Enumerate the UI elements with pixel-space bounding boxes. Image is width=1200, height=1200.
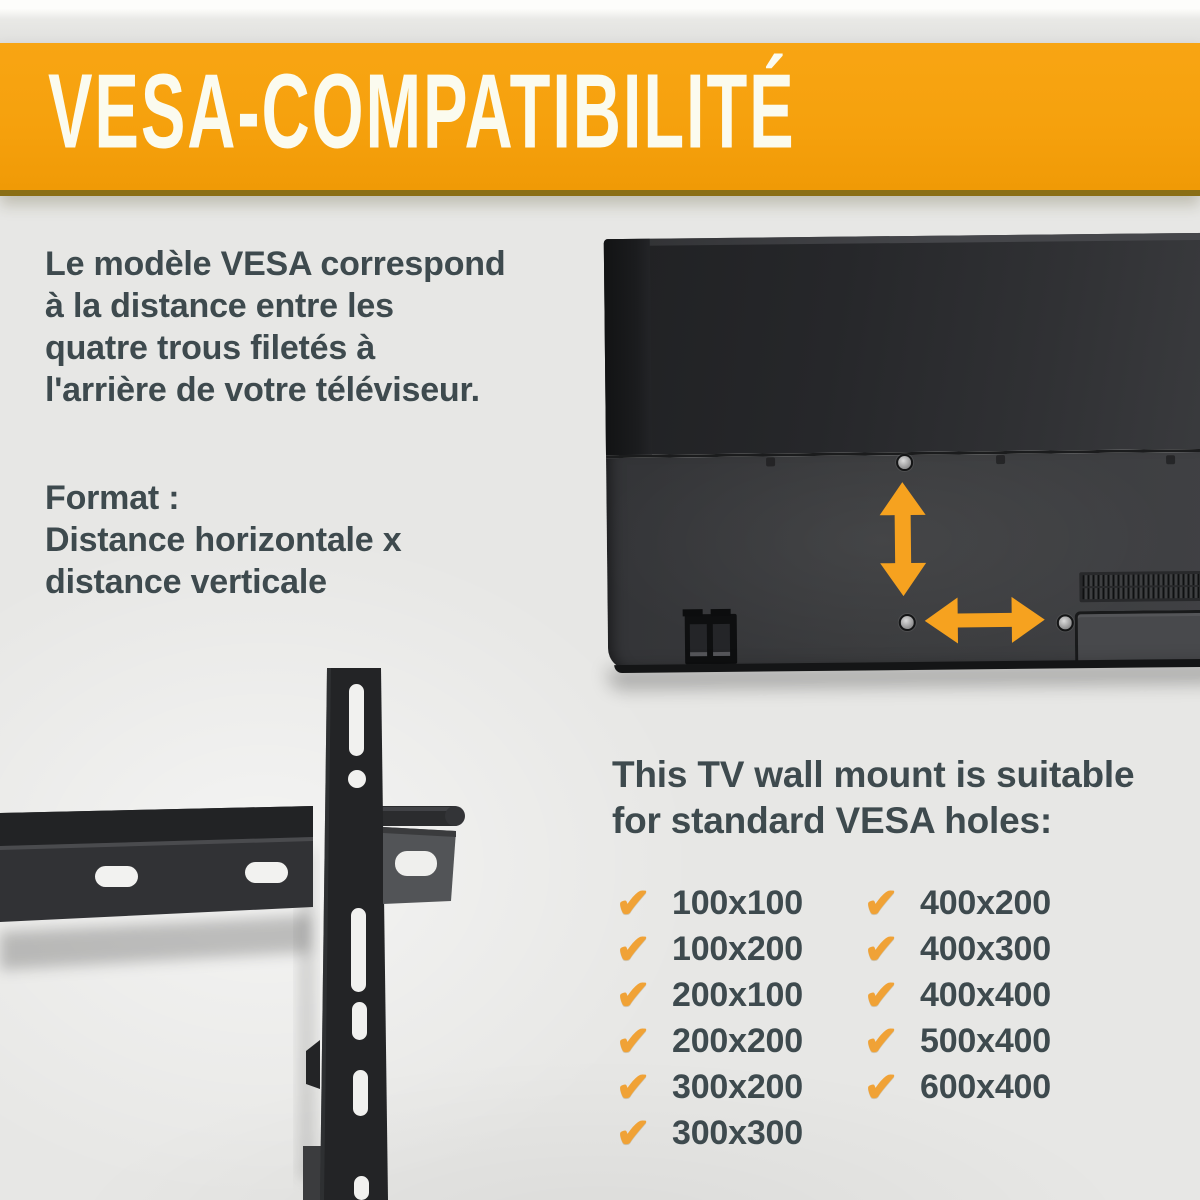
vesa-size-label: 300x300	[672, 1113, 803, 1152]
top-margin-strip	[0, 0, 1200, 43]
vesa-distance-arrows	[604, 227, 1200, 679]
vesa-size-label: 400x400	[920, 975, 1051, 1014]
vesa-list-column-1	[616, 880, 803, 1156]
vesa-size-item	[864, 880, 1051, 926]
vesa-size-label: 200x200	[672, 1021, 803, 1060]
check-icon: ✔	[616, 1110, 651, 1156]
check-icon: ✔	[864, 1064, 899, 1110]
vesa-heading-line: for standard VESA holes:	[612, 800, 1052, 841]
vesa-size-label: 100x200	[672, 929, 803, 968]
vesa-size-item	[616, 1018, 803, 1064]
wall-mount-photo	[0, 640, 500, 1200]
intro-line: l'arrière de votre téléviseur.	[45, 371, 480, 409]
format-line: Format :	[45, 479, 180, 517]
vesa-size-label: 200x100	[672, 975, 803, 1014]
intro-line: à la distance entre les	[45, 287, 394, 325]
format-line: Distance horizontale x	[45, 521, 402, 559]
check-icon: ✔	[864, 880, 899, 926]
wall-rail	[0, 806, 313, 922]
tv-bracket-arm	[306, 668, 388, 1200]
format-text	[45, 477, 401, 603]
check-icon: ✔	[616, 926, 651, 972]
vesa-size-item	[616, 1110, 803, 1156]
check-icon: ✔	[864, 926, 899, 972]
vesa-size-item	[616, 972, 803, 1018]
vesa-heading-line: This TV wall mount is suitable	[612, 754, 1135, 795]
check-icon: ✔	[616, 880, 651, 926]
vesa-size-label: 400x200	[920, 883, 1051, 922]
vesa-size-item	[864, 1064, 1051, 1110]
page-title: VESA-COMPATIBILITÉ	[48, 52, 796, 171]
rail-shadow	[0, 915, 310, 970]
vesa-size-item	[616, 1064, 803, 1110]
check-icon: ✔	[616, 1064, 651, 1110]
vesa-size-label: 500x400	[920, 1021, 1051, 1060]
title-banner	[0, 43, 1200, 196]
check-icon: ✔	[616, 972, 651, 1018]
intro-line: quatre trous filetés à	[45, 329, 376, 367]
check-icon: ✔	[616, 1018, 651, 1064]
vesa-size-item	[864, 926, 1051, 972]
format-line: distance verticale	[45, 563, 327, 601]
vertical-distance-arrow-icon	[879, 482, 926, 596]
vesa-size-label: 400x300	[920, 929, 1051, 968]
vesa-size-label: 300x200	[672, 1067, 803, 1106]
vesa-size-label: 600x400	[920, 1067, 1051, 1106]
horizontal-distance-arrow-icon	[925, 597, 1045, 644]
check-icon: ✔	[864, 1018, 899, 1064]
intro-text	[45, 243, 505, 411]
vesa-size-item	[864, 972, 1051, 1018]
intro-line: Le modèle VESA correspond	[45, 245, 506, 283]
check-icon: ✔	[864, 972, 899, 1018]
vesa-size-item	[864, 1018, 1051, 1064]
vesa-size-label: 100x100	[672, 883, 803, 922]
vesa-size-item	[616, 880, 803, 926]
vesa-size-item	[616, 926, 803, 972]
vesa-list-column-2	[864, 880, 1051, 1110]
tv-back-photo	[604, 227, 1200, 679]
rail-right-end	[383, 827, 456, 904]
vesa-heading	[612, 752, 1134, 844]
